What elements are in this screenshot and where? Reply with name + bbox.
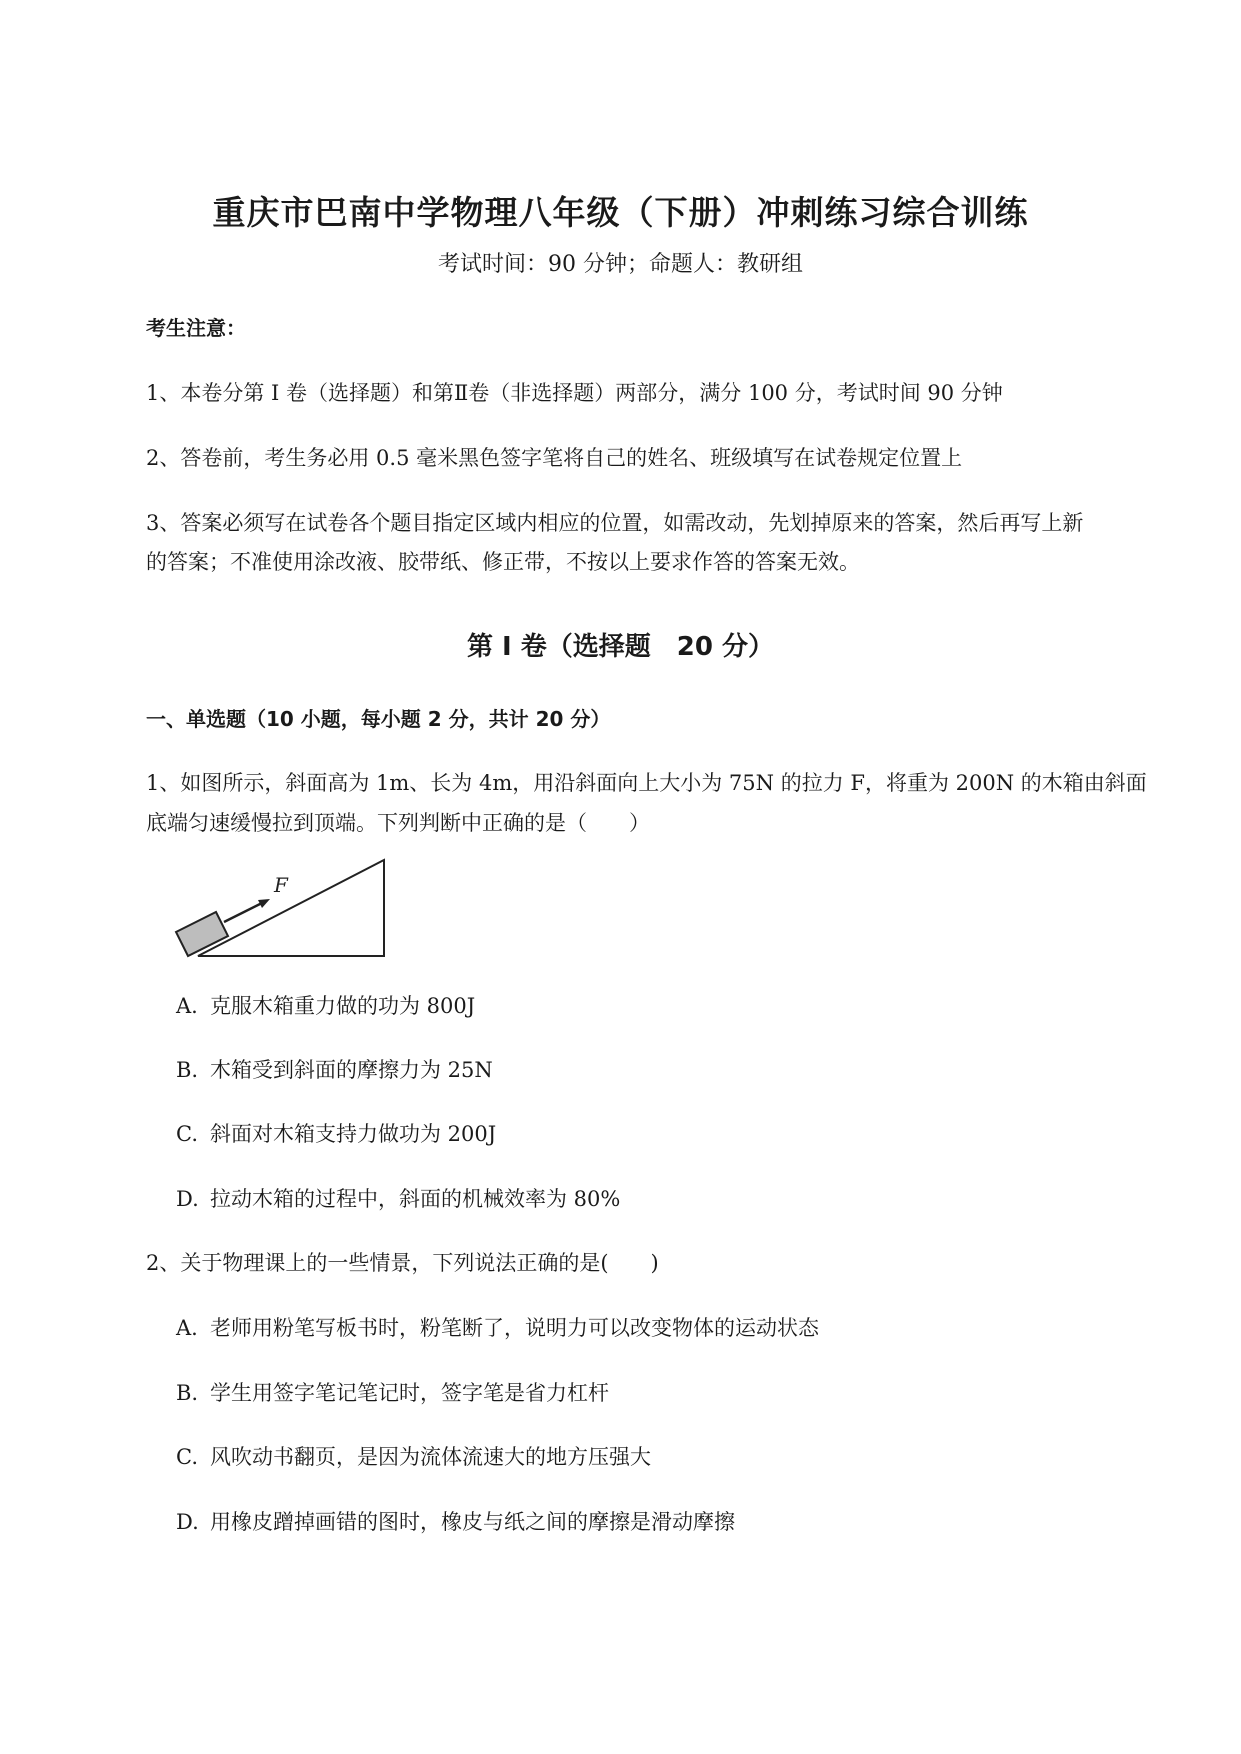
question-1-stem-cont: 底端匀速缓慢拉到顶端。下列判断中正确的是（ ） bbox=[146, 811, 650, 835]
question-2-option-d[interactable] bbox=[176, 1506, 735, 1536]
question-2-stem: 2、关于物理课上的一些情景，下列说法正确的是( ) bbox=[146, 1251, 659, 1275]
arrow-head bbox=[258, 899, 270, 908]
option-label: A. bbox=[176, 994, 198, 1018]
notice-item-3: 3、答案必须写在试卷各个题目指定区域内相应的位置，如需改动，先划掉原来的答案，然后再写上新 bbox=[146, 511, 1084, 535]
notice-item-2: 2、答卷前，考生务必用 0.5 毫米黑色签字笔将自己的姓名、班级填写在试卷规定位置上 bbox=[146, 446, 963, 470]
question-2-option-a[interactable] bbox=[176, 1312, 819, 1342]
force-label: F bbox=[274, 873, 288, 897]
question-1-option-b[interactable] bbox=[176, 1054, 493, 1084]
question-1-option-c[interactable] bbox=[176, 1118, 496, 1148]
option-label: C. bbox=[176, 1445, 198, 1469]
section-title: 第 I 卷（选择题 20 分） bbox=[466, 632, 774, 662]
option-text: 木箱受到斜面的摩擦力为 25N bbox=[210, 1058, 493, 1082]
option-label: D. bbox=[176, 1187, 199, 1211]
option-text: 拉动木箱的过程中，斜面的机械效率为 80% bbox=[210, 1187, 621, 1211]
force-arrow bbox=[224, 901, 266, 922]
question-1-option-a[interactable] bbox=[176, 990, 475, 1020]
option-text: 老师用粉笔写板书时，粉笔断了，说明力可以改变物体的运动状态 bbox=[210, 1316, 819, 1340]
option-text: 斜面对木箱支持力做功为 200J bbox=[210, 1122, 497, 1146]
option-label: B. bbox=[176, 1058, 199, 1082]
question-1-option-d[interactable] bbox=[176, 1183, 620, 1213]
option-text: 风吹动书翻页，是因为流体流速大的地方压强大 bbox=[210, 1445, 651, 1469]
option-text: 克服木箱重力做的功为 800J bbox=[210, 994, 476, 1018]
question-2-option-b[interactable] bbox=[176, 1377, 609, 1407]
option-label: C. bbox=[176, 1122, 198, 1146]
question-2-option-c[interactable] bbox=[176, 1441, 651, 1471]
part-heading: 一、单选题（10 小题，每小题 2 分，共计 20 分） bbox=[146, 707, 611, 731]
incline-triangle bbox=[198, 860, 384, 956]
wooden-box bbox=[176, 912, 228, 956]
question-1-stem: 1、如图所示，斜面高为 1m、长为 4m，用沿斜面向上大小为 75N 的拉力 F，将重为 200N 的木箱由斜面 bbox=[146, 771, 1147, 795]
option-text: 用橡皮蹭掉画错的图时，橡皮与纸之间的摩擦是滑动摩擦 bbox=[210, 1510, 735, 1534]
option-label: A. bbox=[176, 1316, 198, 1340]
option-text: 学生用签字笔记笔记时，签字笔是省力杠杆 bbox=[210, 1381, 609, 1405]
exam-info: 考试时间：90 分钟；命题人：教研组 bbox=[438, 252, 803, 277]
option-label: B. bbox=[176, 1381, 199, 1405]
page-title: 重庆市巴南中学物理八年级（下册）冲刺练习综合训练 bbox=[212, 193, 1029, 232]
incline-figure bbox=[170, 858, 400, 963]
notice-item-3-cont: 的答案；不准使用涂改液、胶带纸、修正带，不按以上要求作答的答案无效。 bbox=[146, 550, 860, 574]
notice-heading: 考生注意： bbox=[146, 316, 246, 340]
notice-item-1: 1、本卷分第 I 卷（选择题）和第Ⅱ卷（非选择题）两部分，满分 100 分，考试时间 90 分钟 bbox=[146, 381, 1003, 405]
option-label: D. bbox=[176, 1510, 199, 1534]
